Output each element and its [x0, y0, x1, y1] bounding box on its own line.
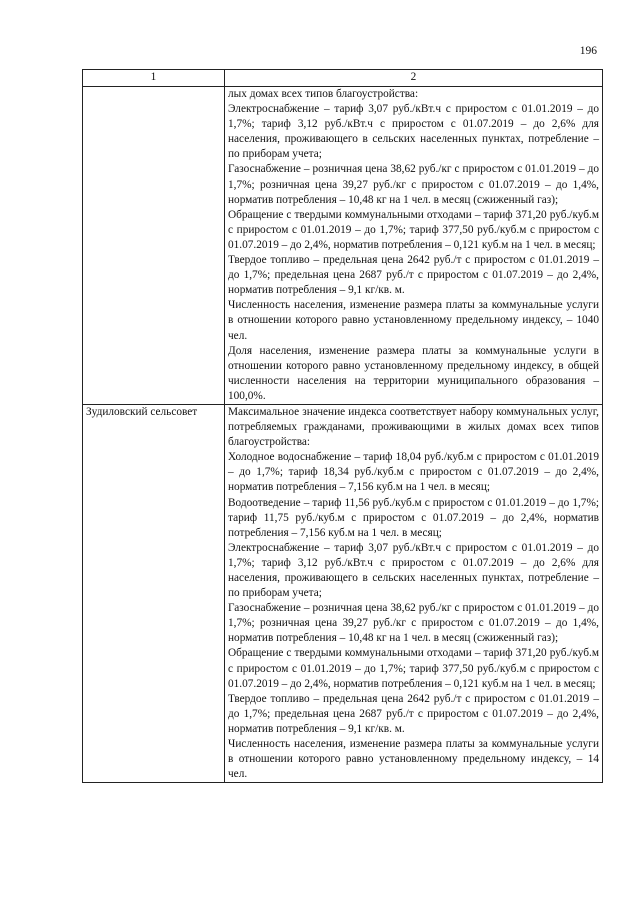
paragraph: Электроснабжение – тариф 3,07 руб./кВт.ч с приростом с 01.01.2019 – до 1,7%; тариф 3,12 руб./кВт.ч с приростом с 01.07.2019 – до 2,6% для населения, проживающего в сельских населенных пунктах, потребление – по приборам учета;	[228, 103, 599, 161]
table-header-row	[83, 70, 603, 87]
paragraph: Твердое топливо – предельная цена 2642 руб./т с приростом с 01.01.2019 – до 1,7%; предельная цена 2687 руб./т с приростом с 01.07.2019 – до 2,4%, норматив потребления – 9,1 кг/кв. м.	[228, 254, 599, 297]
description-cell	[225, 87, 603, 405]
paragraph: Обращение с твердыми коммунальными отходами – тариф 371,20 руб./куб.м с приростом с 01.01.2019 – до 1,7%; тариф 377,50 руб./куб.м с приростом с 01.07.2019 – до 2,4%, норматив потребления – 0,121 куб.м на 1 чел. в месяц;	[228, 647, 599, 690]
column-header-1: 1	[83, 70, 225, 87]
description-cell	[225, 404, 603, 782]
paragraph: Газоснабжение – розничная цена 38,62 руб./кг с приростом с 01.01.2019 – до 1,7%; розничная цена 39,27 руб./кг с приростом с 01.07.2019 – до 1,4%, норматив потребления – 10,48 кг на 1 чел. в месяц (сжиженный газ);	[228, 602, 599, 645]
municipality-cell	[83, 87, 225, 405]
paragraph: Численность населения, изменение размера платы за коммунальные услуги в отношении которого равно установленному предельному индексу, – 1040 чел.	[228, 299, 599, 342]
paragraph: Электроснабжение – тариф 3,07 руб./кВт.ч с приростом с 01.01.2019 – до 1,7%; тариф 3,12 руб./кВт.ч с приростом с 01.07.2019 – до 2,6% для населения, проживающего в сельских населенных пунктах, потребление – по приборам учета;	[228, 541, 599, 600]
municipality-cell: Зудиловский сельсовет	[83, 404, 225, 782]
paragraph: лых домах всех типов благоустройства:	[228, 88, 419, 100]
paragraph: Доля населения, изменение размера платы за коммунальные услуги в отношении которого равно установленному предельному индексу, в общей численности населения на территории муниципального образования – 100,0%.	[228, 344, 599, 402]
paragraph: Водоотведение – тариф 11,56 руб./куб.м с приростом с 01.01.2019 – до 1,7%; тариф 11,75 руб./куб.м с приростом с 01.07.2019 – до 2,4%, норматив потребления – 7,156 куб.м на 1 чел. в месяц;	[228, 496, 599, 539]
paragraph: Холодное водоснабжение – тариф 18,04 руб./куб.м с приростом с 01.01.2019 – до 1,7%; тариф 18,34 руб./куб.м с приростом с 01.07.2019 – до 2,4%, норматив потребления – 7,156 куб.м на 1 чел. в месяц;	[228, 451, 599, 494]
paragraph: Максимальное значение индекса соответствует набору коммунальных услуг, потребляемых гражданами, проживающими в жилых домах всех типов благоустройства:	[228, 405, 599, 449]
table-row	[83, 404, 603, 782]
paragraph: Численность населения, изменение размера платы за коммунальные услуги в отношении которого равно установленному предельному индексу, – 14 чел.	[228, 738, 599, 781]
paragraph: Газоснабжение – розничная цена 38,62 руб./кг с приростом с 01.01.2019 – до 1,7%; розничная цена 39,27 руб./кг с приростом с 01.07.2019 – до 1,4%, норматив потребления – 10,48 кг на 1 чел. в месяц (сжиженный газ);	[228, 163, 599, 206]
table-row	[83, 87, 603, 405]
data-table	[82, 69, 603, 783]
paragraph: Твердое топливо – предельная цена 2642 руб./т с приростом с 01.01.2019 – до 1,7%; предельная цена 2687 руб./т с приростом с 01.07.2019 – до 2,4%, норматив потребления – 9,1 кг/кв. м.	[228, 692, 599, 735]
paragraph: Обращение с твердыми коммунальными отходами – тариф 371,20 руб./куб.м с приростом с 01.01.2019 – до 1,7%; тариф 377,50 руб./куб.м с приростом с 01.07.2019 – до 2,4%, норматив потребления – 0,121 куб.м на 1 чел. в месяц;	[228, 208, 599, 251]
column-header-2: 2	[225, 70, 603, 87]
page-number: 196	[579, 45, 597, 57]
